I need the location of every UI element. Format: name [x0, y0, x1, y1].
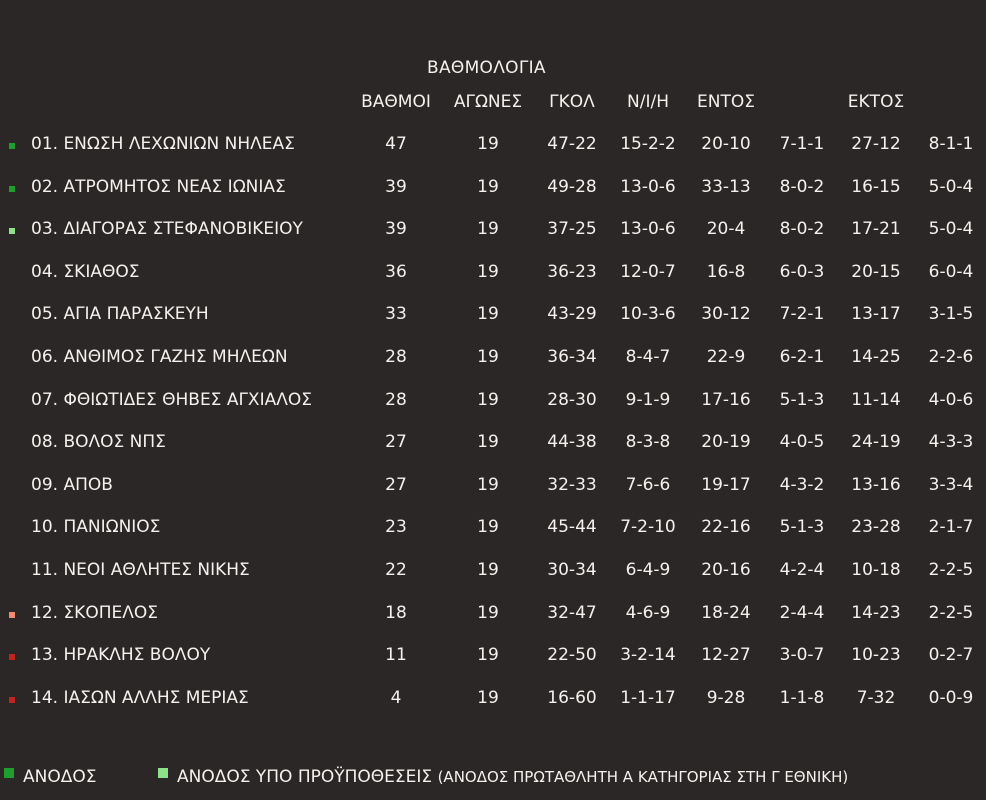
cell-games: 19 [477, 560, 499, 580]
cell-home-goals: 17-16 [701, 389, 751, 410]
position-marker [9, 612, 15, 618]
cell-home-goals: 18-24 [701, 602, 751, 623]
cell-points: 11 [385, 645, 407, 666]
cell-home-goals: 22-16 [701, 517, 751, 538]
position-marker [9, 654, 15, 660]
cell-goals: 43-29 [547, 304, 597, 325]
cell-wdl: 7-2-10 [620, 517, 676, 538]
cell-home-wdl: 2-4-4 [779, 602, 825, 623]
cell-home-wdl: 1-1-8 [779, 687, 825, 708]
table-row [0, 678, 986, 720]
cell-home-wdl: 8-0-2 [779, 176, 825, 197]
header-points: ΒΑΘΜΟΙ [361, 92, 431, 112]
header-games: ΑΓΩΝΕΣ [453, 92, 523, 112]
cell-wdl: 1-1-17 [620, 687, 676, 708]
cell-wdl: 15-2-2 [620, 134, 676, 154]
team-name: 09. ΑΠΟΒ [31, 474, 113, 495]
cell-wdl: 12-0-7 [620, 261, 676, 282]
table-row [0, 380, 986, 422]
cell-home-wdl: 4-0-5 [779, 432, 825, 453]
cell-wdl: 4-6-9 [625, 602, 671, 623]
cell-wdl: 3-2-14 [620, 645, 676, 666]
cell-home-wdl: 3-0-7 [779, 645, 825, 666]
cell-away-wdl: 2-2-5 [928, 560, 974, 580]
cell-points: 28 [385, 347, 407, 367]
cell-away-goals: 23-28 [851, 517, 901, 538]
cell-home-goals: 20-16 [701, 560, 751, 580]
cell-away-goals: 11-14 [851, 389, 901, 410]
cell-points: 39 [385, 219, 407, 240]
table-row [0, 507, 986, 549]
cell-away-goals: 17-21 [851, 219, 901, 240]
team-name: 03. ΔΙΑΓΟΡΑΣ ΣΤΕΦΑΝΟΒΙΚΕΙΟΥ [31, 219, 303, 240]
cell-home-wdl: 4-2-4 [779, 560, 825, 580]
team-name: 05. ΑΓΙΑ ΠΑΡΑΣΚΕΥΗ [31, 304, 209, 325]
cell-home-goals: 30-12 [701, 304, 751, 325]
cell-home-goals: 22-9 [706, 347, 746, 367]
team-name: 12. ΣΚΟΠΕΛΟΣ [31, 602, 158, 623]
table-row [0, 167, 986, 209]
cell-away-goals: 13-17 [851, 304, 901, 325]
cell-points: 22 [385, 560, 407, 580]
cell-home-goals: 20-4 [706, 219, 746, 240]
cell-away-goals: 14-23 [851, 602, 901, 623]
cell-games: 19 [477, 304, 499, 325]
cell-points: 39 [385, 176, 407, 197]
cell-home-wdl: 6-2-1 [779, 347, 825, 367]
legend-conditional-note: (ΑΝΟΔΟΣ ΠΡΩΤΑΘΛΗΤΗ Α ΚΑΤΗΓΟΡΙΑΣ ΣΤΗ Γ ΕΘΝΙΚΗ) [437, 768, 849, 786]
cell-away-wdl: 3-1-5 [928, 304, 974, 325]
cell-games: 19 [477, 347, 499, 367]
cell-wdl: 10-3-6 [620, 304, 676, 325]
cell-goals: 44-38 [547, 432, 597, 453]
cell-away-goals: 10-18 [851, 560, 901, 580]
cell-points: 28 [385, 389, 407, 410]
cell-points: 33 [385, 304, 407, 325]
cell-goals: 30-34 [547, 560, 597, 580]
cell-games: 19 [477, 134, 499, 154]
cell-wdl: 13-0-6 [620, 176, 676, 197]
cell-home-wdl: 5-1-3 [779, 389, 825, 410]
cell-goals: 47-22 [547, 134, 597, 154]
cell-points: 23 [385, 517, 407, 538]
cell-goals: 32-47 [547, 602, 597, 623]
cell-games: 19 [477, 517, 499, 538]
cell-away-goals: 20-15 [851, 261, 901, 282]
cell-games: 19 [477, 219, 499, 240]
cell-away-wdl: 5-0-4 [928, 176, 974, 197]
cell-home-goals: 19-17 [701, 474, 751, 495]
table-row [0, 124, 986, 166]
cell-home-wdl: 5-1-3 [779, 517, 825, 538]
cell-away-goals: 14-25 [851, 347, 901, 367]
legend-promotion: ΑΝΟΔΟΣ [23, 767, 97, 787]
cell-games: 19 [477, 474, 499, 495]
team-name: 01. ΕΝΩΣΗ ΛΕΧΩΝΙΩΝ ΝΗΛΕΑΣ [31, 134, 295, 154]
cell-goals: 36-23 [547, 261, 597, 282]
cell-away-wdl: 2-2-5 [928, 602, 974, 623]
team-name: 06. ΑΝΘΙΜΟΣ ΓΑΖΗΣ ΜΗΛΕΩΝ [31, 347, 288, 367]
cell-goals: 32-33 [547, 474, 597, 495]
cell-goals: 16-60 [547, 687, 597, 708]
cell-wdl: 13-0-6 [620, 219, 676, 240]
cell-away-wdl: 3-3-4 [928, 474, 974, 495]
table-row [0, 337, 986, 379]
cell-away-wdl: 4-3-3 [928, 432, 974, 453]
cell-away-wdl: 4-0-6 [928, 389, 974, 410]
team-name: 10. ΠΑΝΙΩΝΙΟΣ [31, 517, 161, 538]
cell-home-wdl: 8-0-2 [779, 219, 825, 240]
cell-games: 19 [477, 602, 499, 623]
team-name: 13. ΗΡΑΚΛΗΣ ΒΟΛΟΥ [31, 645, 211, 666]
cell-away-goals: 16-15 [851, 176, 901, 197]
cell-home-goals: 20-10 [701, 134, 751, 154]
team-name: 14. ΙΑΣΩΝ ΑΛΛΗΣ ΜΕΡΙΑΣ [31, 687, 249, 708]
cell-away-wdl: 0-2-7 [928, 645, 974, 666]
team-name: 02. ΑΤΡΟΜΗΤΟΣ ΝΕΑΣ ΙΩΝΙΑΣ [31, 176, 286, 197]
cell-points: 18 [385, 602, 407, 623]
cell-goals: 36-34 [547, 347, 597, 367]
cell-wdl: 8-4-7 [625, 347, 671, 367]
cell-home-wdl: 7-2-1 [779, 304, 825, 325]
cell-games: 19 [477, 176, 499, 197]
cell-away-wdl: 5-0-4 [928, 219, 974, 240]
table-row [0, 209, 986, 251]
cell-home-goals: 20-19 [701, 432, 751, 453]
cell-points: 27 [385, 432, 407, 453]
table-row [0, 593, 986, 635]
cell-points: 4 [390, 687, 402, 708]
header-wdl: Ν/Ι/Η [627, 92, 669, 112]
table-row [0, 252, 986, 294]
cell-wdl: 8-3-8 [625, 432, 671, 453]
cell-points: 27 [385, 474, 407, 495]
cell-away-wdl: 2-2-6 [928, 347, 974, 367]
team-name: 07. ΦΘΙΩΤΙΔΕΣ ΘΗΒΕΣ ΑΓΧΙΑΛΟΣ [31, 389, 312, 410]
legend-conditional [177, 767, 848, 787]
cell-home-wdl: 7-1-1 [779, 134, 825, 154]
cell-goals: 37-25 [547, 219, 597, 240]
cell-points: 36 [385, 261, 407, 282]
cell-home-goals: 9-28 [706, 687, 746, 708]
header-home: ΕΝΤΟΣ [697, 92, 755, 112]
table-row [0, 465, 986, 507]
cell-away-goals: 13-16 [851, 474, 901, 495]
team-name: 08. ΒΟΛΟΣ ΝΠΣ [31, 432, 166, 453]
cell-away-goals: 10-23 [851, 645, 901, 666]
cell-wdl: 6-4-9 [625, 560, 671, 580]
cell-away-wdl: 0-0-9 [928, 687, 974, 708]
header-away: ΕΚΤΟΣ [847, 92, 905, 112]
table-row [0, 294, 986, 336]
promotion-legend-swatch [4, 768, 14, 778]
table-row [0, 422, 986, 464]
team-name: 11. ΝΕΟΙ ΑΘΛΗΤΕΣ ΝΙΚΗΣ [31, 560, 250, 580]
cell-games: 19 [477, 687, 499, 708]
cell-away-wdl: 2-1-7 [928, 517, 974, 538]
cell-away-goals: 7-32 [856, 687, 896, 708]
team-name: 04. ΣΚΙΑΘΟΣ [31, 261, 140, 282]
legend-conditional-label: ΑΝΟΔΟΣ ΥΠΟ ΠΡΟΫΠΟΘΕΣΕΙΣ [177, 767, 433, 787]
cell-home-goals: 12-27 [701, 645, 751, 666]
table-row [0, 635, 986, 677]
position-marker [9, 228, 15, 234]
table-row [0, 550, 986, 592]
cell-goals: 45-44 [547, 517, 597, 538]
cell-games: 19 [477, 432, 499, 453]
cell-games: 19 [477, 389, 499, 410]
cell-away-goals: 24-19 [851, 432, 901, 453]
cell-away-goals: 27-12 [851, 134, 901, 154]
cell-wdl: 9-1-9 [625, 389, 671, 410]
cell-games: 19 [477, 645, 499, 666]
position-marker [9, 697, 15, 703]
cell-goals: 22-50 [547, 645, 597, 666]
cell-goals: 28-30 [547, 389, 597, 410]
cell-wdl: 7-6-6 [625, 474, 671, 495]
table-title: ΒΑΘΜΟΛΟΓΙΑ [427, 58, 546, 78]
conditional-legend-swatch [158, 768, 168, 778]
position-marker [9, 186, 15, 192]
cell-goals: 49-28 [547, 176, 597, 197]
cell-home-goals: 16-8 [706, 261, 746, 282]
cell-home-wdl: 6-0-3 [779, 261, 825, 282]
cell-points: 47 [385, 134, 407, 154]
cell-away-wdl: 8-1-1 [928, 134, 974, 154]
cell-home-wdl: 4-3-2 [779, 474, 825, 495]
cell-games: 19 [477, 261, 499, 282]
cell-home-goals: 33-13 [701, 176, 751, 197]
cell-away-wdl: 6-0-4 [928, 261, 974, 282]
position-marker [9, 143, 15, 149]
header-goals: ΓΚΟΛ [549, 92, 595, 112]
